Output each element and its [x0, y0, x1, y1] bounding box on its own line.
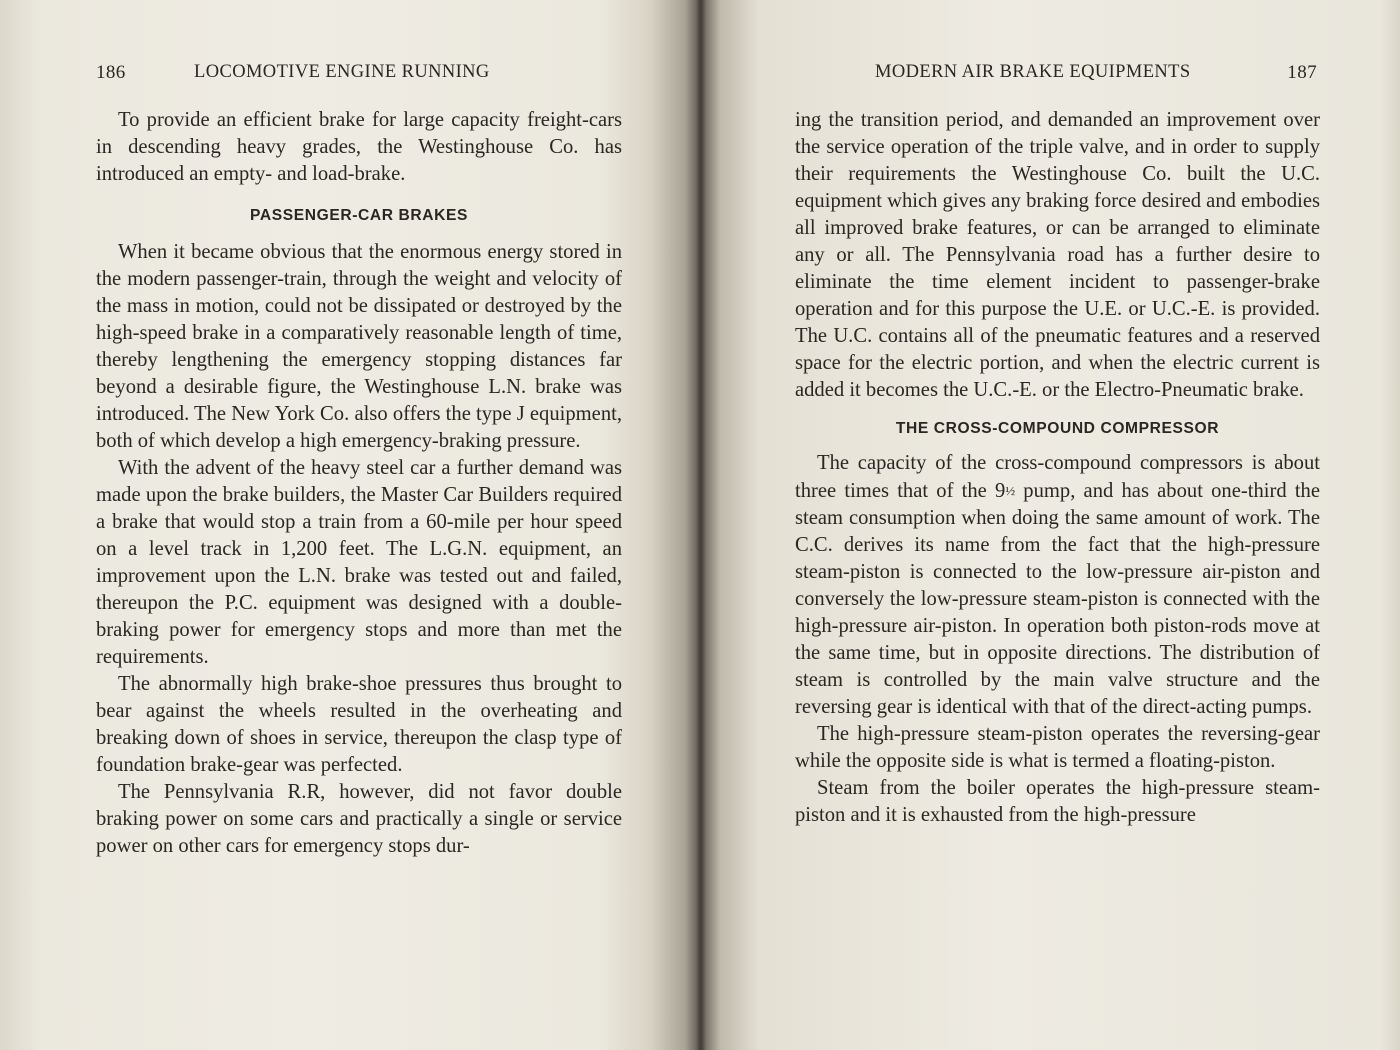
- right-page-number: 187: [1287, 62, 1317, 83]
- right-paragraph-4: Steam from the boiler operates the high-pressure steam-piston and it is exhausted from the high-pressure: [795, 777, 1320, 826]
- right-paragraph-1: ing the transition period, and demanded an improvement over the service operation of the triple valve, and in order to supply their requirements the Westinghouse Co. built the U.C. equipment which gives any braking force desired and embodies all improved brake features, or can be arranged to eliminate any or all. The Pennsylvania road has a further desire to eliminate the time element incident to passenger-brake operation and for this purpose the U.E. or U.C.-E. is provided. The U.C. contains all of the pneumatic features and a reserved space for the electric portion, and when the electric current is added it becomes the U.C.-E. or the Electro-Pneumatic brake.: [795, 109, 1320, 401]
- left-paragraph-3: With the advent of the heavy steel car a further demand was made upon the brake builders, the Master Car Builders required a brake that would stop a train from a 60-mile per hour speed on a level track in 1,200 feet. The L.G.N. equipment, an improvement upon the L.N. brake was tested out and failed, thereupon the P.C. equipment was designed with a double-braking power for emergency stops and more than met the requirements.: [96, 457, 622, 668]
- left-paragraph-4: The abnormally high brake-shoe pressures thus brought to bear against the wheels resulted in the overheating and breaking down of shoes in service, thereupon the clasp type of foundation brake-gear was perfected.: [96, 673, 622, 776]
- right-paragraph-3: The high-pressure steam-piston operates the reversing-gear while the opposite side is what is termed a floating-piston.: [795, 723, 1320, 772]
- right-body: [795, 107, 1320, 829]
- right-paragraph-2-end: pump, and has about one-third the steam consumption when doing the same amount of work. The C.C. derives its name from the fact that the high-pressure steam-piston is connected to the low-pressure air-piston and conversely the low-pressure steam-piston is connected with the high-pressure air-piston. In operation both piston-rods move at the same time, but in opposite directions. The distribution of steam is controlled by the main valve structure and the reversing gear is identical with that of the direct-acting pumps.: [795, 480, 1320, 718]
- left-page: [96, 0, 622, 1050]
- left-paragraph-1: To provide an efficient brake for large capacity freight-cars in descending heavy grades, the Westinghouse Co. has introduced an empty- and load-brake.: [96, 109, 622, 185]
- right-page: [795, 0, 1320, 1050]
- right-section-heading: THE CROSS-COMPOUND COMPRESSOR: [895, 420, 1220, 437]
- right-running-head: [795, 62, 1320, 92]
- left-running-head: [96, 62, 622, 92]
- left-paragraph-2: When it became obvious that the enormous energy stored in the modern passenger-train, through the weight and velocity of the mass in motion, could not be dissipated or destroyed by the high-speed brake in a comparatively reasonable length of time, thereby lengthening the emergency stopping distances far beyond a desirable figure, the Westinghouse L.N. brake was introduced. The New York Co. also offers the type J equipment, both of which develop a high emergency-braking pressure.: [96, 241, 622, 452]
- right-paragraph-2: [795, 450, 1320, 721]
- left-body: [96, 107, 622, 860]
- left-page-number: 186: [96, 62, 126, 83]
- fraction-half: ½: [1005, 483, 1016, 498]
- book-gutter: [696, 0, 706, 1050]
- left-section-heading: PASSENGER-CAR BRAKES: [250, 207, 468, 224]
- right-running-title: MODERN AIR BRAKE EQUIPMENTS: [875, 62, 1191, 82]
- right-paragraph-2-start: The capacity of the cross-compound compressors is about three times that of the 9: [795, 452, 1320, 502]
- left-running-title: LOCOMOTIVE ENGINE RUNNING: [194, 62, 490, 82]
- left-paragraph-5: The Pennsylvania R.R, however, did not favor double braking power on some cars and practically a single or service power on other cars for emergency stops dur-: [96, 781, 622, 857]
